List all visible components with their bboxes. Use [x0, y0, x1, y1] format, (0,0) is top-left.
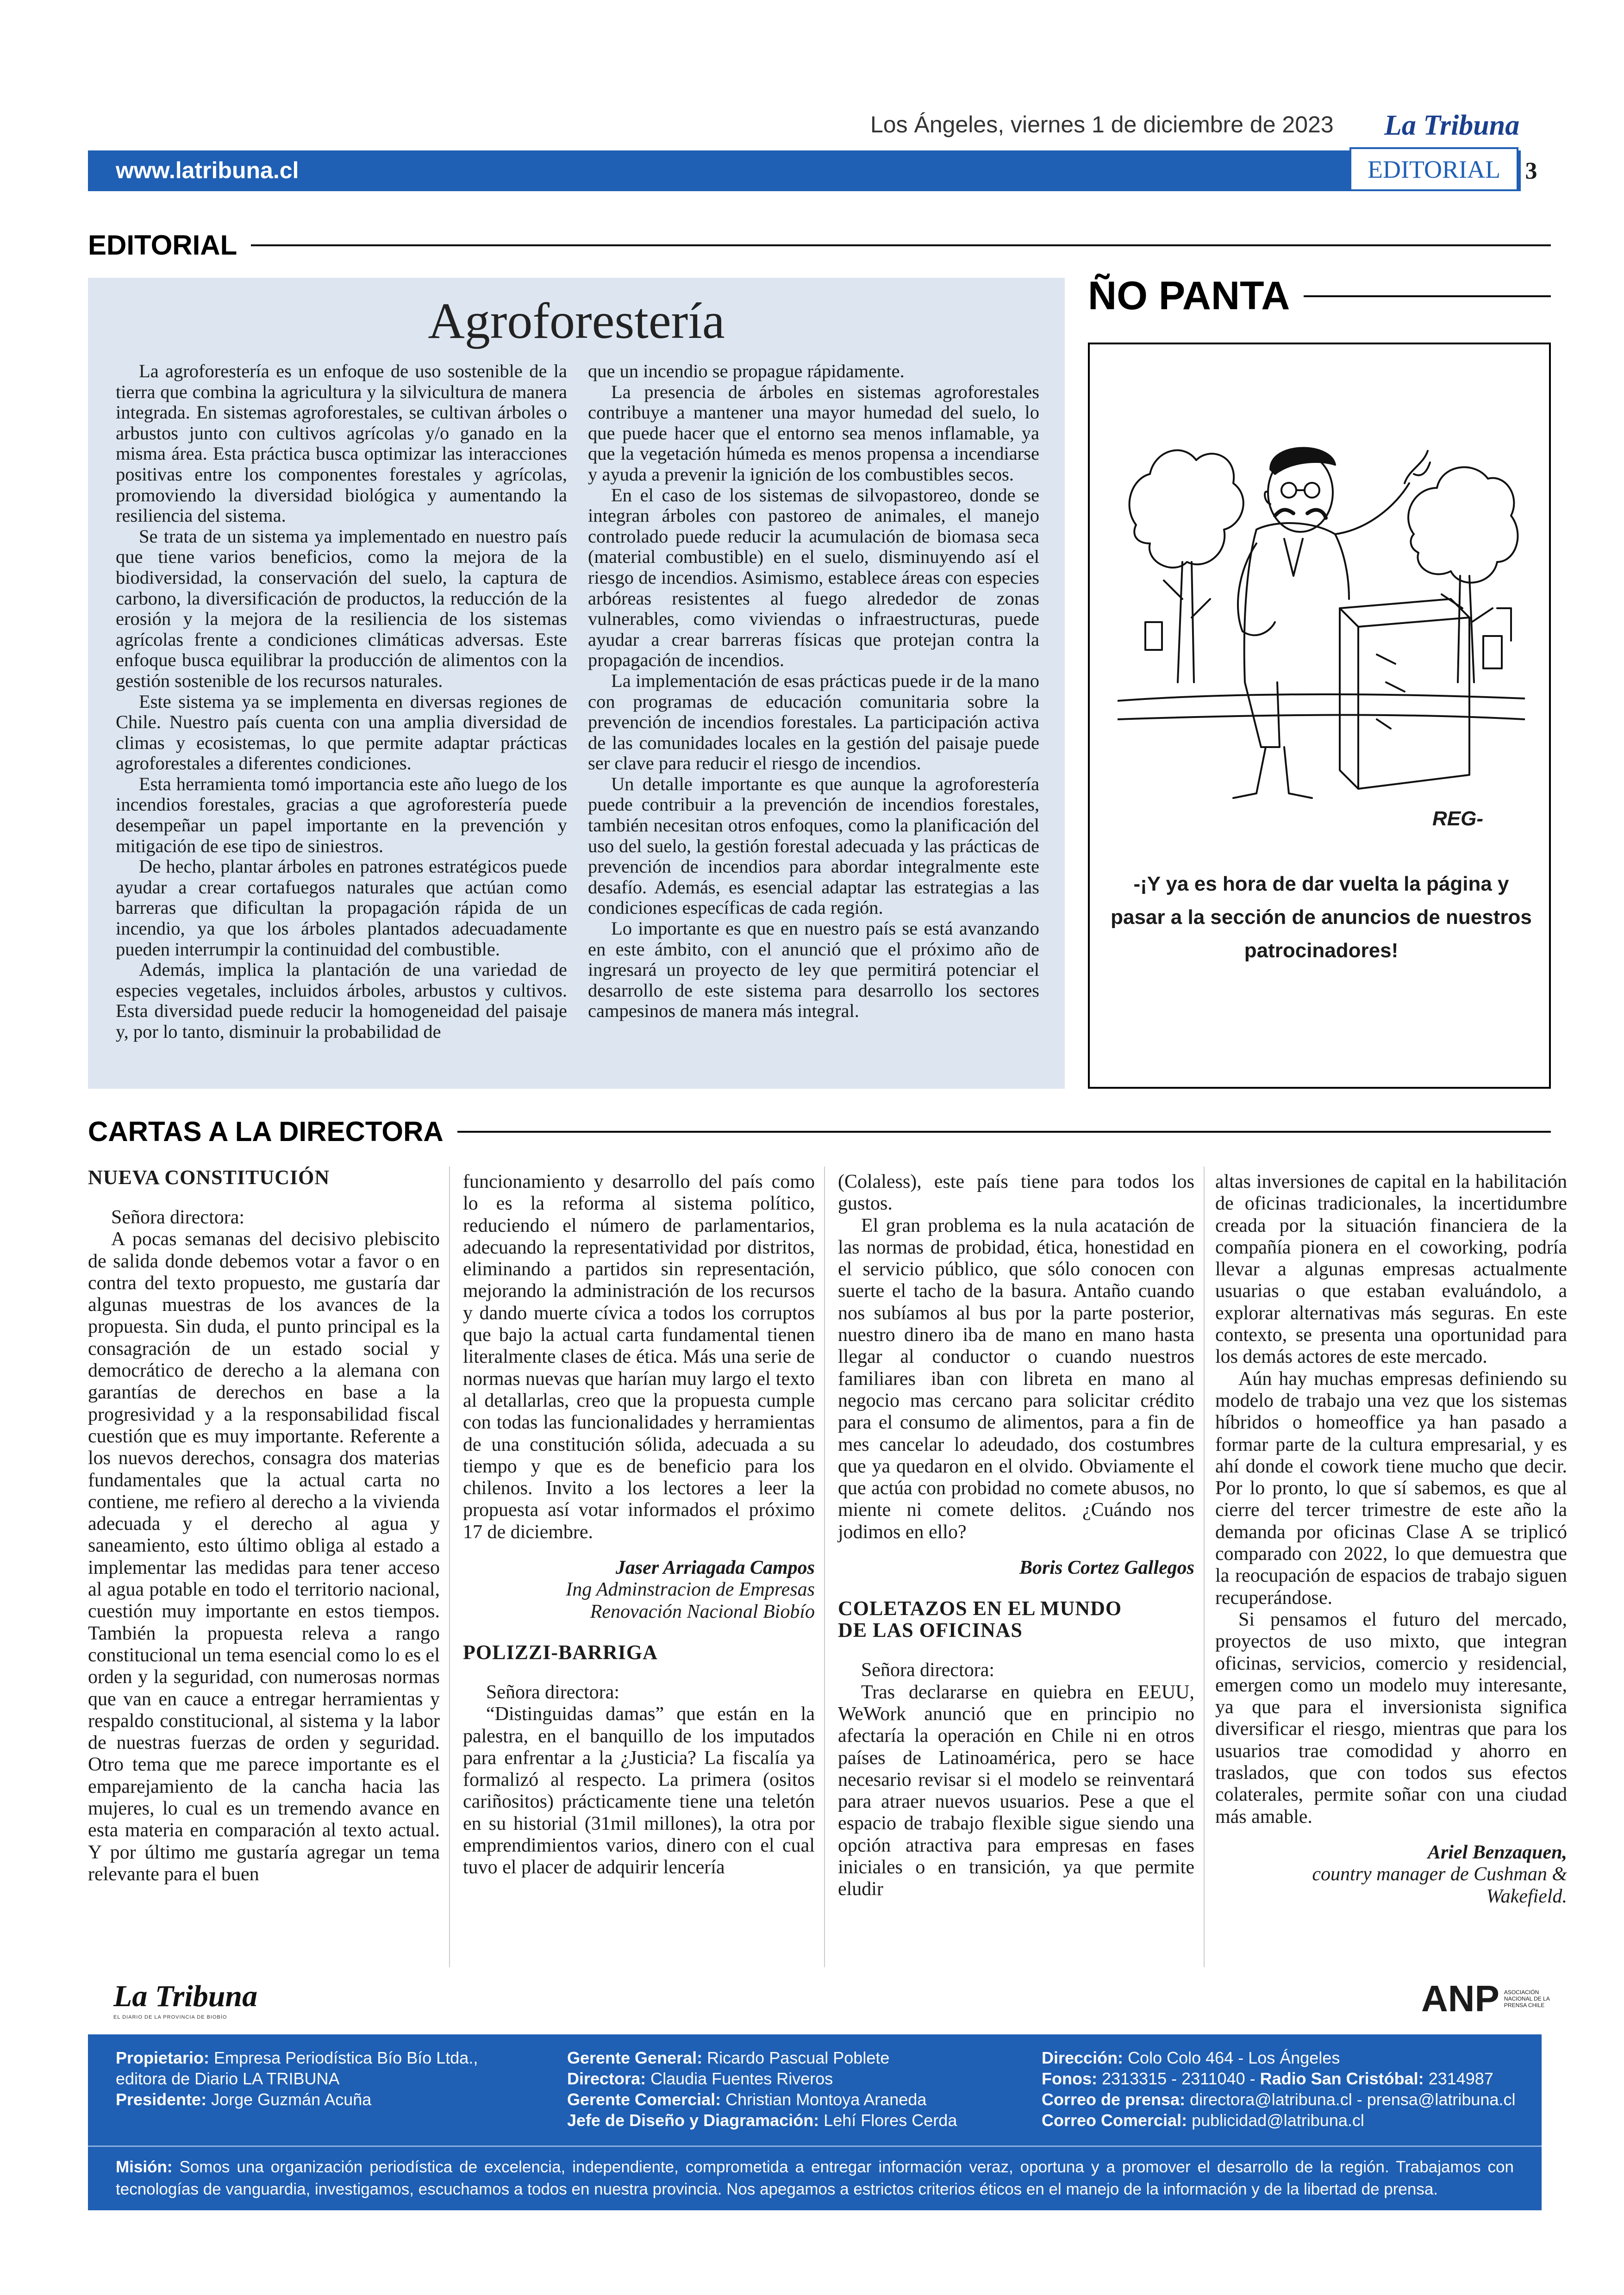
- letter-body: Si pensamos el futuro del mercado, proyectos de uso mixto, que integran oficinas, servicios, comercio y residencial, emergen como un modelo muy interesante, ya que para el inversionista significa diversificar el riesgo, mientras que para los usuarios trae comodidad y ahorro en traslados, que con todos sus efectos colaterales, permite soñar con una ciudad más amable.: [1215, 1609, 1567, 1827]
- paragraph: Este sistema ya se implementa en diversas regiones de Chile. Nuestro país cuenta con una amplia diversidad de climas y ecosistemas, lo que permite adaptar prácticas agroforestales a diferentes condiciones.: [116, 691, 567, 774]
- editorial-column-2: [588, 361, 1039, 1022]
- editorial-column-1: [116, 361, 567, 1042]
- footer-logo: La Tribuna: [113, 1979, 258, 2013]
- cartoon-caption: -¡Y ya es hora de dar vuelta la página y pasar a la sección de anuncios de nuestros patrocinadores!: [1111, 873, 1532, 962]
- anp-logo-subtext: ASOCIACIÓN NACIONAL DE LA PRENSA CHILE: [1504, 1989, 1550, 2008]
- letters-label: CARTAS A LA DIRECTORA: [88, 1116, 443, 1147]
- editorial-title: Agroforestería: [428, 293, 725, 349]
- staff-column-2: [567, 2047, 1030, 2131]
- cartoon-frame: [1088, 343, 1551, 1089]
- letter-salutation: Señora directora:: [861, 1659, 995, 1681]
- signature-name: Boris Cortez Gallegos: [1019, 1557, 1194, 1579]
- staff-key: Correo de prensa:: [1042, 2090, 1186, 2109]
- letter-title: DE LAS OFICINAS: [838, 1619, 1023, 1642]
- staff-value: Lehí Flores Cerda: [824, 2111, 957, 2130]
- header-bar: [88, 150, 1542, 191]
- cartoon-illustration: [1118, 423, 1525, 826]
- staff-column-1: [116, 2047, 560, 2110]
- letter-salutation: Señora directora:: [486, 1681, 620, 1703]
- divider: [251, 244, 1551, 246]
- staff-value: Christian Montoya Araneda: [725, 2090, 927, 2109]
- dateline: Los Ángeles, viernes 1 de diciembre de 2023: [870, 112, 1334, 137]
- mission-statement: [88, 2145, 1542, 2210]
- staff-value: 2313315 - 2311040 -: [1102, 2069, 1260, 2088]
- mission-key: Misión:: [116, 2158, 173, 2176]
- section-label: EDITORIAL: [1349, 147, 1518, 191]
- column-rule: [824, 1166, 825, 1967]
- divider: [457, 1131, 1551, 1133]
- staff-key: Fonos:: [1042, 2069, 1097, 2088]
- cartoonist-signature: REG-: [1432, 807, 1483, 830]
- staff-key: Correo Comercial:: [1042, 2111, 1187, 2130]
- letter-signature: [1215, 1842, 1567, 1908]
- staff-key: Jefe de Diseño y Diagramación:: [567, 2111, 819, 2130]
- paragraph: En el caso de los sistemas de silvopastoreo, donde se integran árboles con pastoreo de animales, el manejo controlado puede reducir la acumulación de biomasa seca (material combustible) en el suelo, disminuyendo así el riesgo de incendios. Asimismo, establece áreas con especies arbóreas resistentes al fuego alrededor de zonas vulnerables, como viviendas o infraestructuras, puede ayudar a crear barreras físicas que protejan contra la propagación de incendios.: [588, 484, 1039, 671]
- column-rule: [449, 1166, 450, 1967]
- divider: [1304, 295, 1551, 297]
- letter-salutation: Señora directora:: [111, 1207, 245, 1228]
- paragraph: que un incendio se propague rápidamente.: [588, 361, 905, 381]
- letter-body: (Colaless), este país tiene para todos los gustos.: [838, 1171, 1194, 1215]
- staff-value: Colo Colo 464 - Los Ángeles: [1128, 2048, 1340, 2067]
- letter-title: COLETAZOS EN EL MUNDO: [838, 1597, 1122, 1620]
- paragraph: La implementación de esas prácticas puede ir de la mano con programas de educación comunitaria sobre la prevención de incendios forestales. La participación activa de las comunidades locales en la gestión del paisaje puede ser clave para reducir el riesgo de incendios.: [588, 670, 1039, 774]
- letter-body: Tras declararse en quiebra en EEUU, WeWork anunció que en principio no afectaría la operación en Chile ni en otros países de Latinoamérica, pero se hace necesario revisar si el modelo se reinventará para atraer nuevos usuarios. Pese a que el espacio de trabajo flexible sigue siendo una opción atractiva para empresas en fases iniciales o en transición, ya que permite eludir: [838, 1681, 1194, 1900]
- staff-key: Gerente General:: [567, 2048, 703, 2067]
- letter-title: POLIZZI-BARRIGA: [463, 1640, 658, 1664]
- signature-line: Ing Adminstracion de Empresas: [566, 1579, 815, 1601]
- paragraph: Lo importante es que en nuestro país se está avanzando en este ámbito, con el anunció que el próximo año de ingresará un proyecto de ley que permitirá potenciar el desarrollo de este sistema para desarrollo los sectores campesinos de manera más integral.: [588, 918, 1039, 1022]
- staff-value: Ricardo Pascual Poblete: [707, 2048, 890, 2067]
- letter-signature: [463, 1557, 815, 1623]
- staff-key: Gerente Comercial:: [567, 2090, 721, 2109]
- letter-title: NUEVA CONSTITUCIÓN: [88, 1166, 330, 1189]
- staff-value: Empresa Periodística Bío Bío Ltda.,: [214, 2048, 478, 2067]
- staff-key: Radio San Cristóbal:: [1260, 2069, 1424, 2088]
- staff-value: editora de Diario LA TRIBUNA: [116, 2069, 340, 2088]
- editorial-section-head: [88, 229, 1551, 261]
- column-rule: [1204, 1166, 1205, 1967]
- letter-body: A pocas semanas del decisivo plebiscito de salida donde debemos votar a favor o en contra del texto propuesto, me gustaría dar algunas muestras de los avances de la propuesta. Sin duda, el punto principal es la consagración de un estado social y democrático de derecho a la alemana con garantías de derechos en base a la progresividad y a la responsabilidad fiscal cuestión que es muy importante. Referente a los nuevos derechos, consagra dos materias fundamentales que la actual carta no contiene, me refiero al derecho a la vivienda adecuada y el derecho al agua y saneamiento, esto último obliga al estado a implementar las medidas para tener acceso al agua potable en todo el territorio nacional, cuestión muy importante en estos tiempos. También la propuesta releva a rango constitucional un tema esencial como lo es el orden y la seguridad, con numerosas normas que van en cauce a entregar herramientas y respaldo constitucional, al sistema y la labor de nuestras fuerzas de orden y seguridad. Otro tema que me parece importante es el emparejamiento de la cancha hacia las mujeres, lo cual es un tremendo avance en esta materia en comparación al texto actual. Y por último me gustaría agregar un tema relevante para el buen: [88, 1229, 440, 1885]
- anp-logo: [1421, 1977, 1560, 2020]
- letter-body: funcionamiento y desarrollo del país como lo es la reforma al sistema político, reduciendo el número de parlamentarios, adecuando la representatividad por distritos, eliminando a partidos sin representación, mejorando la administración de los recursos y dando muerte cívica a todos los corruptos que bajo la actual carta fundamental tienen literalmente clases de ética. Más una serie de normas nuevas que harían muy largo el texto al detallarlas, creo que la propuesta cumple con todas las funcionalidades y herramientas de una constitución sólida, adecuada a su tiempo y que es de beneficio para los chilenos. Invito a los lectores a leer la propuesta así votar informados el próximo 17 de diciembre.: [463, 1171, 815, 1543]
- staff-key: Directora:: [567, 2069, 646, 2088]
- signature-line: Renovación Nacional Biobío: [590, 1601, 815, 1622]
- letters-column-4: [1215, 1171, 1567, 1908]
- staff-value: Claudia Fuentes Riveros: [650, 2069, 833, 2088]
- mission-text: Somos una organización periodística de excelencia, independiente, comprometida a entregar información veraz, oportuna y a promover el desarrollo de la región. Trabajamos con tecnologías de vanguardia, investigamos, escuchamos a todos en nuestra provincia. Nos apegamos a estrictos criterios éticos en el manejo de la información y de la libertad de prensa.: [116, 2158, 1514, 2198]
- letters-column-3: [838, 1171, 1194, 1901]
- letters-column-2: [463, 1171, 815, 1879]
- cartoon-label: ÑO PANTA: [1088, 274, 1290, 318]
- staff-value: Jorge Guzmán Acuña: [211, 2090, 372, 2109]
- letters-column-1: [88, 1166, 440, 1885]
- site-url-link[interactable]: www.latribuna.cl: [116, 157, 299, 183]
- cartoon-section-head: [1088, 273, 1551, 319]
- footer-logo-tagline: EL DIARIO DE LA PROVINCIA DE BIOBÍO: [113, 2014, 227, 2020]
- masthead-logo: La Tribuna: [1384, 110, 1520, 141]
- paragraph: La presencia de árboles en sistemas agroforestales contribuye a mantener una mayor humedad del suelo, lo que puede hacer que el entorno sea menos inflamable, ya que la vegetación húmeda es menos propensa a incendiarse y ayuda a prevenir la ignición de los combustibles secos.: [588, 381, 1039, 485]
- staff-key: Propietario:: [116, 2048, 210, 2067]
- letters-section-head: [88, 1116, 1551, 1148]
- paragraph: Además, implica la plantación de una variedad de especies vegetales, incluidos árboles, arbustos y cultivos. Esta diversidad puede reducir la homogeneidad del paisaje y, por lo tanto, disminuir la probabilidad de: [116, 959, 567, 1042]
- paragraph: Esta herramienta tomó importancia este año luego de los incendios forestales, gracias a que agroforestería puede desempeñar un papel importante en la prevención y mitigación de ese tipo de siniestros.: [116, 773, 567, 856]
- signature-name: Jaser Arriagada Campos: [615, 1557, 815, 1579]
- paragraph: Se trata de un sistema ya implementado en nuestro país que tiene varios beneficios, como la mejora de la biodiversidad, la conservación del suelo, la captura de carbono, la diversificación de productos, la reducción de la erosión y la mejora de la resiliencia de los sistemas agrícolas frente a condiciones climáticas adversas. Este enfoque busca equilibrar la producción de alimentos con la gestión sostenible de los recursos naturales.: [116, 525, 567, 691]
- signature-line: country manager de Cushman &: [1312, 1864, 1567, 1885]
- signature-name: Ariel Benzaquen,: [1427, 1841, 1567, 1863]
- paragraph: De hecho, plantar árboles en patrones estratégicos puede ayudar a crear cortafuegos naturales que actúan como barreras que dificultan la propagación rápida de un incendio, ya que los árboles plantados adecuadamente pueden interrumpir la continuidad del combustible.: [116, 856, 567, 960]
- editorial-label: EDITORIAL: [88, 230, 237, 261]
- email-link[interactable]: publicidad@latribuna.cl: [1192, 2111, 1364, 2130]
- page-number: 3: [1521, 150, 1542, 191]
- letter-body: “Distinguidas damas” que están en la palestra, en el banquillo de los imputados para enfrentar a la ¿Justicia? La fiscalía ya formalizó al respecto. La primera (ositos cariñositos) prácticamente tiene una teletón en su historial (31mil millones), la otra por emprendimientos varios, dinero con el cual tuvo el placer de adquirir lencería: [463, 1703, 815, 1878]
- letter-body: El gran problema es la nula acatación de las normas de probidad, ética, honestidad en el servicio público, que sólo conocen con suerte el tacho de la basura. Antaño cuando nos subíamos al bus por la parte posterior, nuestro dinero iba de mano en mano hasta llegar al conductor o cuando nuestros familiares iban con libreta en mano al negocio mas cercano para solicitar crédito para el consumo de alimentos, para a fin de mes cancelar lo adeudado, dos costumbres que ya quedaron en el olvido. Obviamente el que actúa con probidad no comete abusos, no miente ni comete delitos. ¿Cuándo nos jodimos en ello?: [838, 1215, 1194, 1543]
- staff-value: 2314987: [1428, 2069, 1493, 2088]
- staff-column-3: [1042, 2047, 1532, 2131]
- signature-line: Wakefield.: [1486, 1885, 1567, 1907]
- paragraph: Un detalle importante es que aunque la agroforestería puede contribuir a la prevención de incendios forestales, también necesitan otros enfoques, como la planificación del uso del suelo, la gestión forestal adecuada y las prácticas de prevención de incendios para abordar integralmente este desafío. Además, es esencial adaptar las estrategias a las condiciones específicas de cada región.: [588, 773, 1039, 918]
- staff-box: [88, 2034, 1542, 2210]
- editorial-article: [88, 278, 1065, 1089]
- staff-key: Dirección:: [1042, 2048, 1124, 2067]
- staff-key: Presidente:: [116, 2090, 207, 2109]
- letter-body: Aún hay muchas empresas definiendo su modelo de trabajo una vez que los sistemas híbridos o homeoffice ya han pasado a formar parte de la cultura empresarial, y es ahí donde el cowork tiene mucho que decir. Por lo pronto, lo que sí sabemos, es que al cierre del tercer trimestre de este año la demanda por oficinas Clase A se triplicó comparado con 2022, lo que demuestra que la reocupación de espacios de trabajo siguen recuperándose.: [1215, 1368, 1567, 1609]
- letter-body: altas inversiones de capital en la habilitación de oficinas tradicionales, la incertidumbre creada por la situación financiera de la compañía pionera en el coworking, podría llevar a algunas empresas actualmente usuarias o que estaban evaluándolo, a explorar alternativas más seguras. En este contexto, se presenta una oportunidad para los demás actores de este mercado.: [1215, 1171, 1567, 1368]
- anp-logo-text: ANP: [1421, 1978, 1499, 2019]
- paragraph: La agroforestería es un enfoque de uso sostenible de la tierra que combina la agricultura y la silvicultura de manera integrada. En sistemas agroforestales, se cultivan árboles o arbustos junto con cultivos agrícolas y/o ganado en la misma área. Esta práctica busca optimizar las interacciones positivas entre los componentes forestales y agrícolas, promoviendo la diversidad biológica y aumentando la resiliencia del sistema.: [116, 361, 567, 526]
- email-link[interactable]: directora@latribuna.cl - prensa@latribuna.cl: [1190, 2090, 1516, 2109]
